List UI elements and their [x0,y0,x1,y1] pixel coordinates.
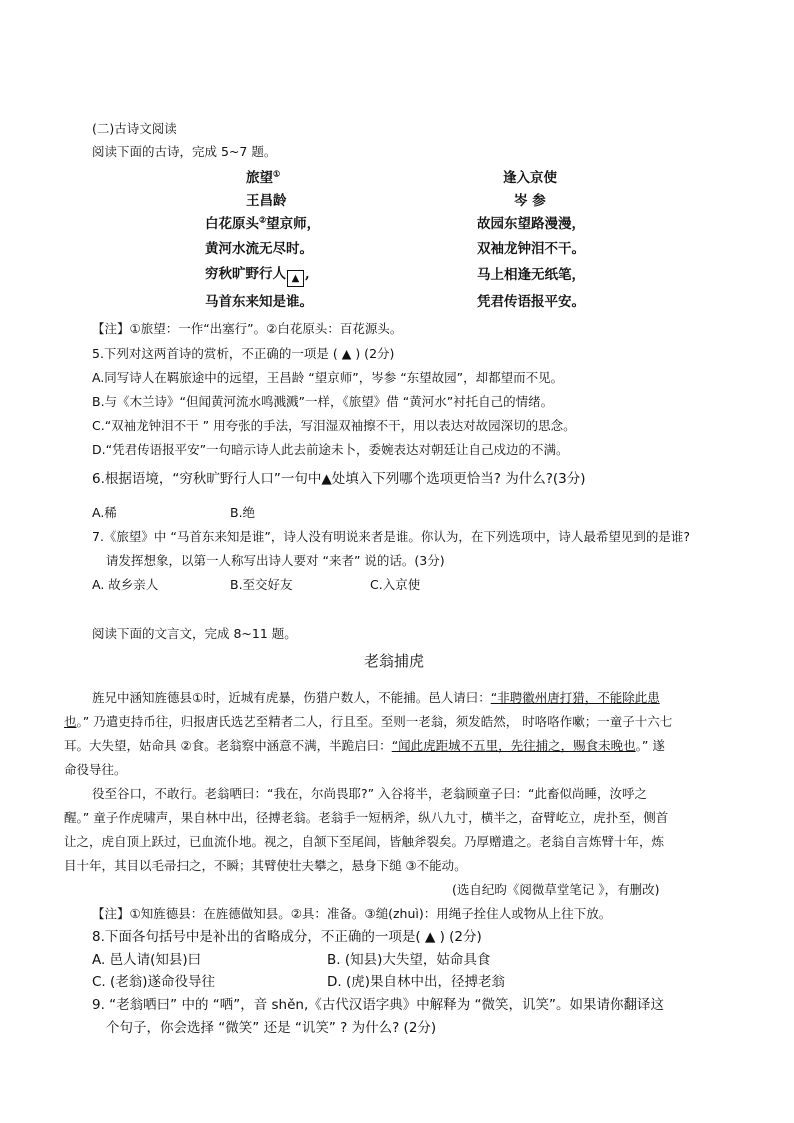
poem2-author: 岑 参 [514,193,546,209]
poem1-author: 王昌龄 [246,193,287,209]
prose-line1-text: 旌兄中涵知旌德县①时，近城有虎暴，伤猎户数人，不能捕。邑人请曰： [92,690,491,705]
underlined-quote-2: “闻此虎距城不五里，先往捕之，赐食未晚也 [391,738,636,753]
q5-option-d: D.“凭君传语报平安”一句暗示诗人此去前途未卜，委婉表达对朝廷让自己戍边的不满。 [92,442,569,457]
q5-stem: 5.下列对这两首诗的赏析，不正确的一项是 ( ▲ ) (2分) [92,346,395,361]
prose-note: 【注】①知旌德县：在旌德做知县。②具：准备。③缒(zhuì)：用绳子拴住人或物从上往下放。 [92,906,612,921]
prose-title: 老翁捕虎 [364,652,425,670]
q8-option-c: C. (老翁)遂命役导往 [92,974,216,990]
prose-line3-end: 。” 遂 [635,738,665,753]
prose-line2 [64,712,672,730]
q7-option-b: B.至交好友 [230,577,293,592]
q7-stem-line1: 7.《旅望》中 “马首东来知是谁”，诗人没有明说来者是谁。你认为，在下列选项中，诗人最希望见到的是谁? [92,529,690,544]
poem2-title: 逢入京使 [503,170,557,186]
poem2-line2: 双袖龙钟泪不干。 [477,241,585,257]
poem1-line1 [205,212,320,232]
underlined-quote-1-end: 也 [64,714,77,729]
prose-line8: 目十年，其目以毛帚扫之，不瞬；其臂使壮夫攀之，悬身下缒 ③不能动。 [64,858,467,873]
prose-instruction: 阅读下面的文言文，完成 8~11 题。 [92,626,297,641]
poem-note: 【注】①旅望：一作“出塞行”。②白花原头：百花源头。 [92,321,403,336]
poem1-line1-mark: ② [259,214,267,225]
poem1-line2: 黄河水流无尽时。 [205,241,313,257]
prose-line2-text: 。” 乃遣吏持币往，归报唐氏选艺至精者二人，行且至。至则一老翁，须发皓然， 时咯咯作嗽；一童子十六七 [76,714,673,729]
q8-option-a: A. 邑人请(知县)曰 [92,952,202,968]
prose-line3-text: 耳。大失望，姑命具 ②食。老翁察中涵意不满，半跪启曰： [64,738,392,753]
poem1-note-mark: ① [273,168,281,179]
poem1-line1-b: 望京师， [266,216,321,232]
poem2-line3: 马上相逢无纸笔， [477,267,585,283]
poem1-title-text: 旅望 [246,170,273,186]
q6-option-b: B.绝 [230,505,256,520]
q5-option-c: C.“双袖龙钟泪不干 ” 用夸张的手法，写泪湿双袖擦不干，用以表达对故园深切的思念。 [92,418,576,433]
q8-option-b: B. (知县)大失望，姑命具食 [327,952,491,968]
poem1-title [246,166,280,186]
q9-stem-line1: 9. “老翁哂曰” 中的 “哂”，音 shěn,《古代汉语字典》中解释为 “微笑，讥笑”。如果请你翻译这 [92,997,665,1013]
prose-source: (选自纪昀《阅微草堂笔记 》，有删改) [452,882,660,897]
poem1-line1-a: 白花原头 [205,216,259,232]
q8-option-d: D. (虎)果自林中出，径搏老翁 [327,974,506,990]
q9-stem-line2: 个句子，你会选择 “微笑” 还是 “讥笑” ? 为什么? (2分) [106,1020,437,1036]
poem1-line3 [205,262,310,287]
poem1-line4: 马首东来知是谁。 [205,294,313,310]
poem1-line3-a: 穷秋旷野行人 [205,266,286,282]
poem2-line4: 凭君传语报平安。 [477,294,585,310]
q6-stem: 6.根据语境，“穷秋旷野行人口”一句中▲处填入下列哪个选项更恰当? 为什么?(3分) [92,471,586,487]
prose-line5: 役至谷口，不敢行。老翁哂曰：“我在，尔尚畏耶?” 入谷将半，老翁顾童子曰：“此畜似尚睡，汝呼之 [92,786,648,801]
q5-option-a: A.同写诗人在羁旅途中的远望，王昌龄 “望京师”，岑参 “东望故园”，却都望而不见。 [92,370,564,385]
q7-stem-line2: 请发挥想象，以第一人称写出诗人要对 “来者” 说的话。(3分) [106,553,445,568]
prose-line6: 醒。” 童子作虎啸声，果自林中出，径搏老翁。老翁手一短柄斧，纵八九寸，横半之，奋臂屹立，虎扑至，侧首 [64,810,669,825]
poem-instruction: 阅读下面的古诗，完成 5~7 题。 [92,144,277,159]
prose-line3 [64,736,665,754]
q6-option-a: A.稀 [92,505,117,520]
poem2-line1: 故园东望路漫漫， [477,216,585,232]
underlined-quote-1: “非聘徽州唐打猎，不能除此患 [490,690,660,705]
section-heading: (二)古诗文阅读 [92,121,177,136]
poem1-line3-b: , [305,266,310,282]
q8-stem: 8.下面各句括号中是补出的省略成分，不正确的一项是( ▲ ) (2分) [92,929,482,945]
answer-blank-box: ▲ [287,270,304,287]
prose-line4: 命役导往。 [64,762,127,777]
q7-option-c: C.入京使 [370,577,421,592]
prose-line1 [92,688,660,706]
prose-line7: 让之，虎自顶上跃过，已血流仆地。视之，自颔下至尾闾，皆触斧裂矣。乃厚赠遣之。老翁自言炼臂十年，炼 [64,834,665,849]
q5-option-b: B.与《木兰诗》“但闻黄河流水鸣溅溅”一样，《旅望》借 “黄河水”衬托自己的情绪。 [92,394,554,409]
q7-option-a: A. 故乡亲人 [92,577,159,592]
